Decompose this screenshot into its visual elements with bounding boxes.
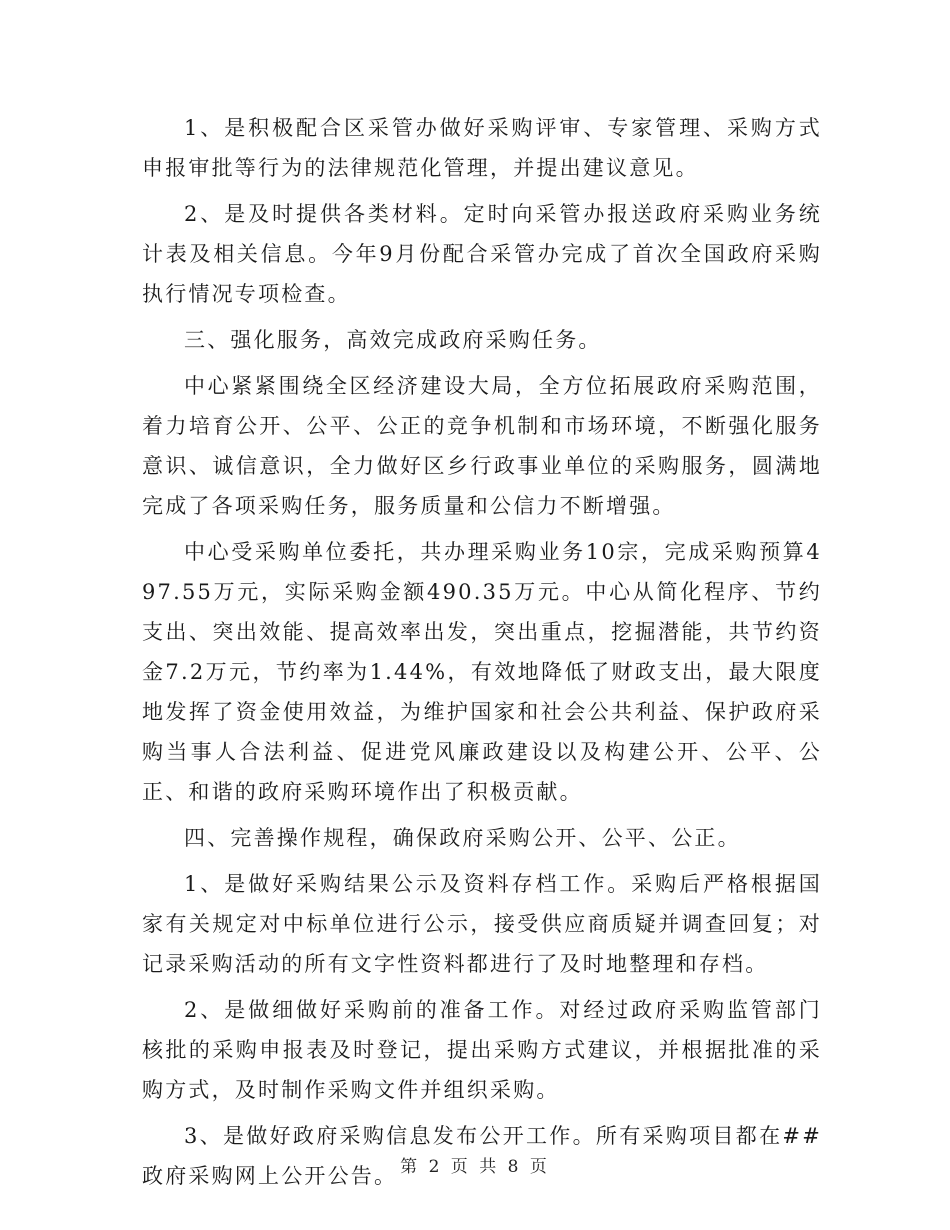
section-heading-procedures: 四、完善操作规程，确保政府采购公开、公平、公正。	[184, 826, 741, 850]
paragraph-preparation-work: 2、是做细做好采购前的准备工作。对经过政府采购监管部门核批的采购申报表及时登记，提出采购方式建议，并根据批准的采购方式，及时制作采购文件并组织采购。	[142, 998, 822, 1102]
paragraph-result-publicity: 1、是做好采购结果公示及资料存档工作。采购后严格根据国家有关规定对中标单位进行公示，接受供应商质疑并调查回复；对记录采购活动的所有文字性资料都进行了及时地整理和存档。	[142, 872, 822, 976]
paragraph-info-publishing: 3、是做好政府采购信息发布公开工作。所有采购项目都在##政府采购网上公开公告。	[142, 1124, 822, 1188]
section-heading-service: 三、强化服务，高效完成政府采购任务。	[184, 328, 602, 352]
page-number-footer: 第 2 页 共 8 页	[400, 1157, 550, 1177]
document-body	[142, 108, 822, 1196]
paragraph-coordinate-review: 1、是积极配合区采管办做好采购评审、专家管理、采购方式申报审批等行为的法律规范化管理，并提出建议意见。	[142, 116, 822, 180]
paragraph-service-overview: 中心紧紧围绕全区经济建设大局，全方位拓展政府采购范围，着力培育公开、公平、公正的竞争机制和市场环境，不断强化服务意识、诚信意识，全力做好区乡行政事业单位的采购服务，圆满地完成了各项采购任务，服务质量和公信力不断增强。	[142, 374, 822, 518]
paragraph-provide-materials: 2、是及时提供各类材料。定时向采管办报送政府采购业务统计表及相关信息。今年9月份配合采管办完成了首次全国政府采购执行情况专项检查。	[142, 202, 822, 306]
paragraph-procurement-results: 中心受采购单位委托，共办理采购业务10宗，完成采购预算497.55万元，实际采购金额490.35万元。中心从简化程序、节约支出、突出效能、提高效率出发，突出重点，挖掘潜能，共节约资金7.2万元，节约率为1.44%，有效地降低了财政支出，最大限度地发挥了资金使用效益，为维护国家和社会公共利益、保护政府采购当事人合法利益、促进党风廉政建设以及构建公开、公平、公正、和谐的政府采购环境作出了积极贡献。	[142, 540, 822, 804]
